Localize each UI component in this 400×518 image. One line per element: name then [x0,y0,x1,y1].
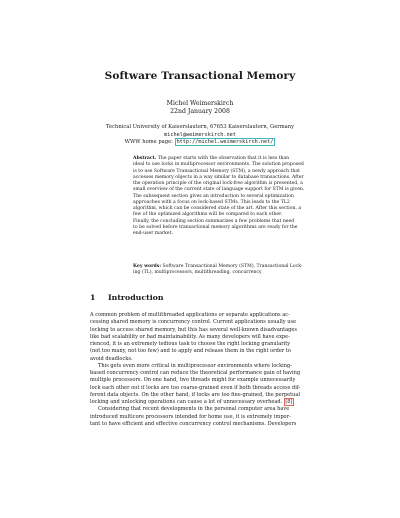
abstract-line: accesses memory objects in a way similar to database transactions. After [133,174,304,180]
abstract-line: Abstract. The paper starts with the observation that it is less than [133,156,290,161]
body-line: multiple processors. On one hand, two threads might for example unnecessarily [90,377,296,384]
body-line: A common problem of multithreaded applications or separate applications ac- [90,312,290,318]
abstract-line: Finally, the concluding section summarizes a few problems that need [133,218,295,224]
abstract-label: Abstract. [133,156,157,161]
body-line: This gets even more critical in multiprocessor environments where locking- [98,362,292,369]
author-name: Michel Weimerskirch [166,100,234,107]
abstract-line: The subsequent section gives an introduction to several optimization [133,193,294,199]
body-line: like bad scalability or bad maintainability. As many developers will have expe- [90,333,290,340]
body-line: locking to access shared memory, but this has several well-known disadvantages [90,326,297,333]
citation-link[interactable]: [8] [285,399,293,405]
abstract-line: approaches with a focus on lock-based STMs. This leads to the TL2 [133,199,290,205]
body-line: ferent data objects. On the other hand, if locks are too fine-grained, the perpetual [90,391,301,398]
homepage-link[interactable]: http://michel.weimerskirch.net/ [176,139,274,145]
body-line: avoid deadlocks. [90,355,133,362]
author-homepage [0,139,400,145]
body-line: tant to have efficient and effective concurrency control mechanisms. Developers [90,420,297,427]
body-line: introduced multicore processors intended for home use, it is extremely impor- [90,413,291,420]
keywords [133,264,340,277]
abstract-line: the operation principle of the original lock-free algorithm is presented, a [133,181,303,186]
body-line: (not too many, not too few) and to apply and release them in the right order to [90,348,291,355]
body-line: lock each other out if locks are too coarse-grained even if both threads access dif- [90,384,301,391]
abstract-line: to be solved before transactional memory algorithms are ready for the [133,224,298,230]
abstract-line: ideal to use locks in multiprocessor environments. The solution proposed [133,162,304,168]
abstract-line: small overview of the current state of language support for STM is given. [133,187,305,193]
keywords-line: Key words: Software Transactional Memory (STM), Transactional Lock- [133,264,303,269]
keywords-label: Key words: [133,264,162,269]
body-line: Considering that recent developments in the personal computer area have [98,406,290,413]
abstract-line: end-user market. [133,231,173,236]
keywords-line: ing (TL), multiprocessors, multithreading, concurrency [133,270,262,276]
body-text [90,312,330,428]
abstract-line: is to use Software Transactional Memory (STM), a newly approach that [133,168,300,174]
body-line: locking and unlocking operations can cause a lot of unnecessary overhead. [8] [90,399,293,405]
homepage-prefix: WWW home page: [124,139,175,145]
section-heading [90,293,164,302]
body-line: rienced, it is an extremely tedious task to choose the right locking granularity [90,341,291,347]
body-line: cessing shared memory is concurrency control. Current applications usually use [90,319,297,326]
body-line: based concurrency control can reduce the theoretical performance gain of having [90,370,301,376]
abstract [133,156,340,237]
abstract-line: algorithm, which can be considered state of the art. After this section, a [133,206,302,211]
paper-title: Software Transactional Memory [104,70,296,82]
author-affiliation: Technical University of Kaiserslautern, 67653 Kaiserslautern, Germany [105,124,295,130]
author-email: michel@weimerskirch.net [164,132,236,138]
section-title: Introduction [108,293,164,302]
paper-date: 22nd January 2008 [170,108,230,115]
abstract-line: few of the optimized algorithms will be compared to each other. [133,212,283,218]
section-number: 1 [90,293,96,302]
